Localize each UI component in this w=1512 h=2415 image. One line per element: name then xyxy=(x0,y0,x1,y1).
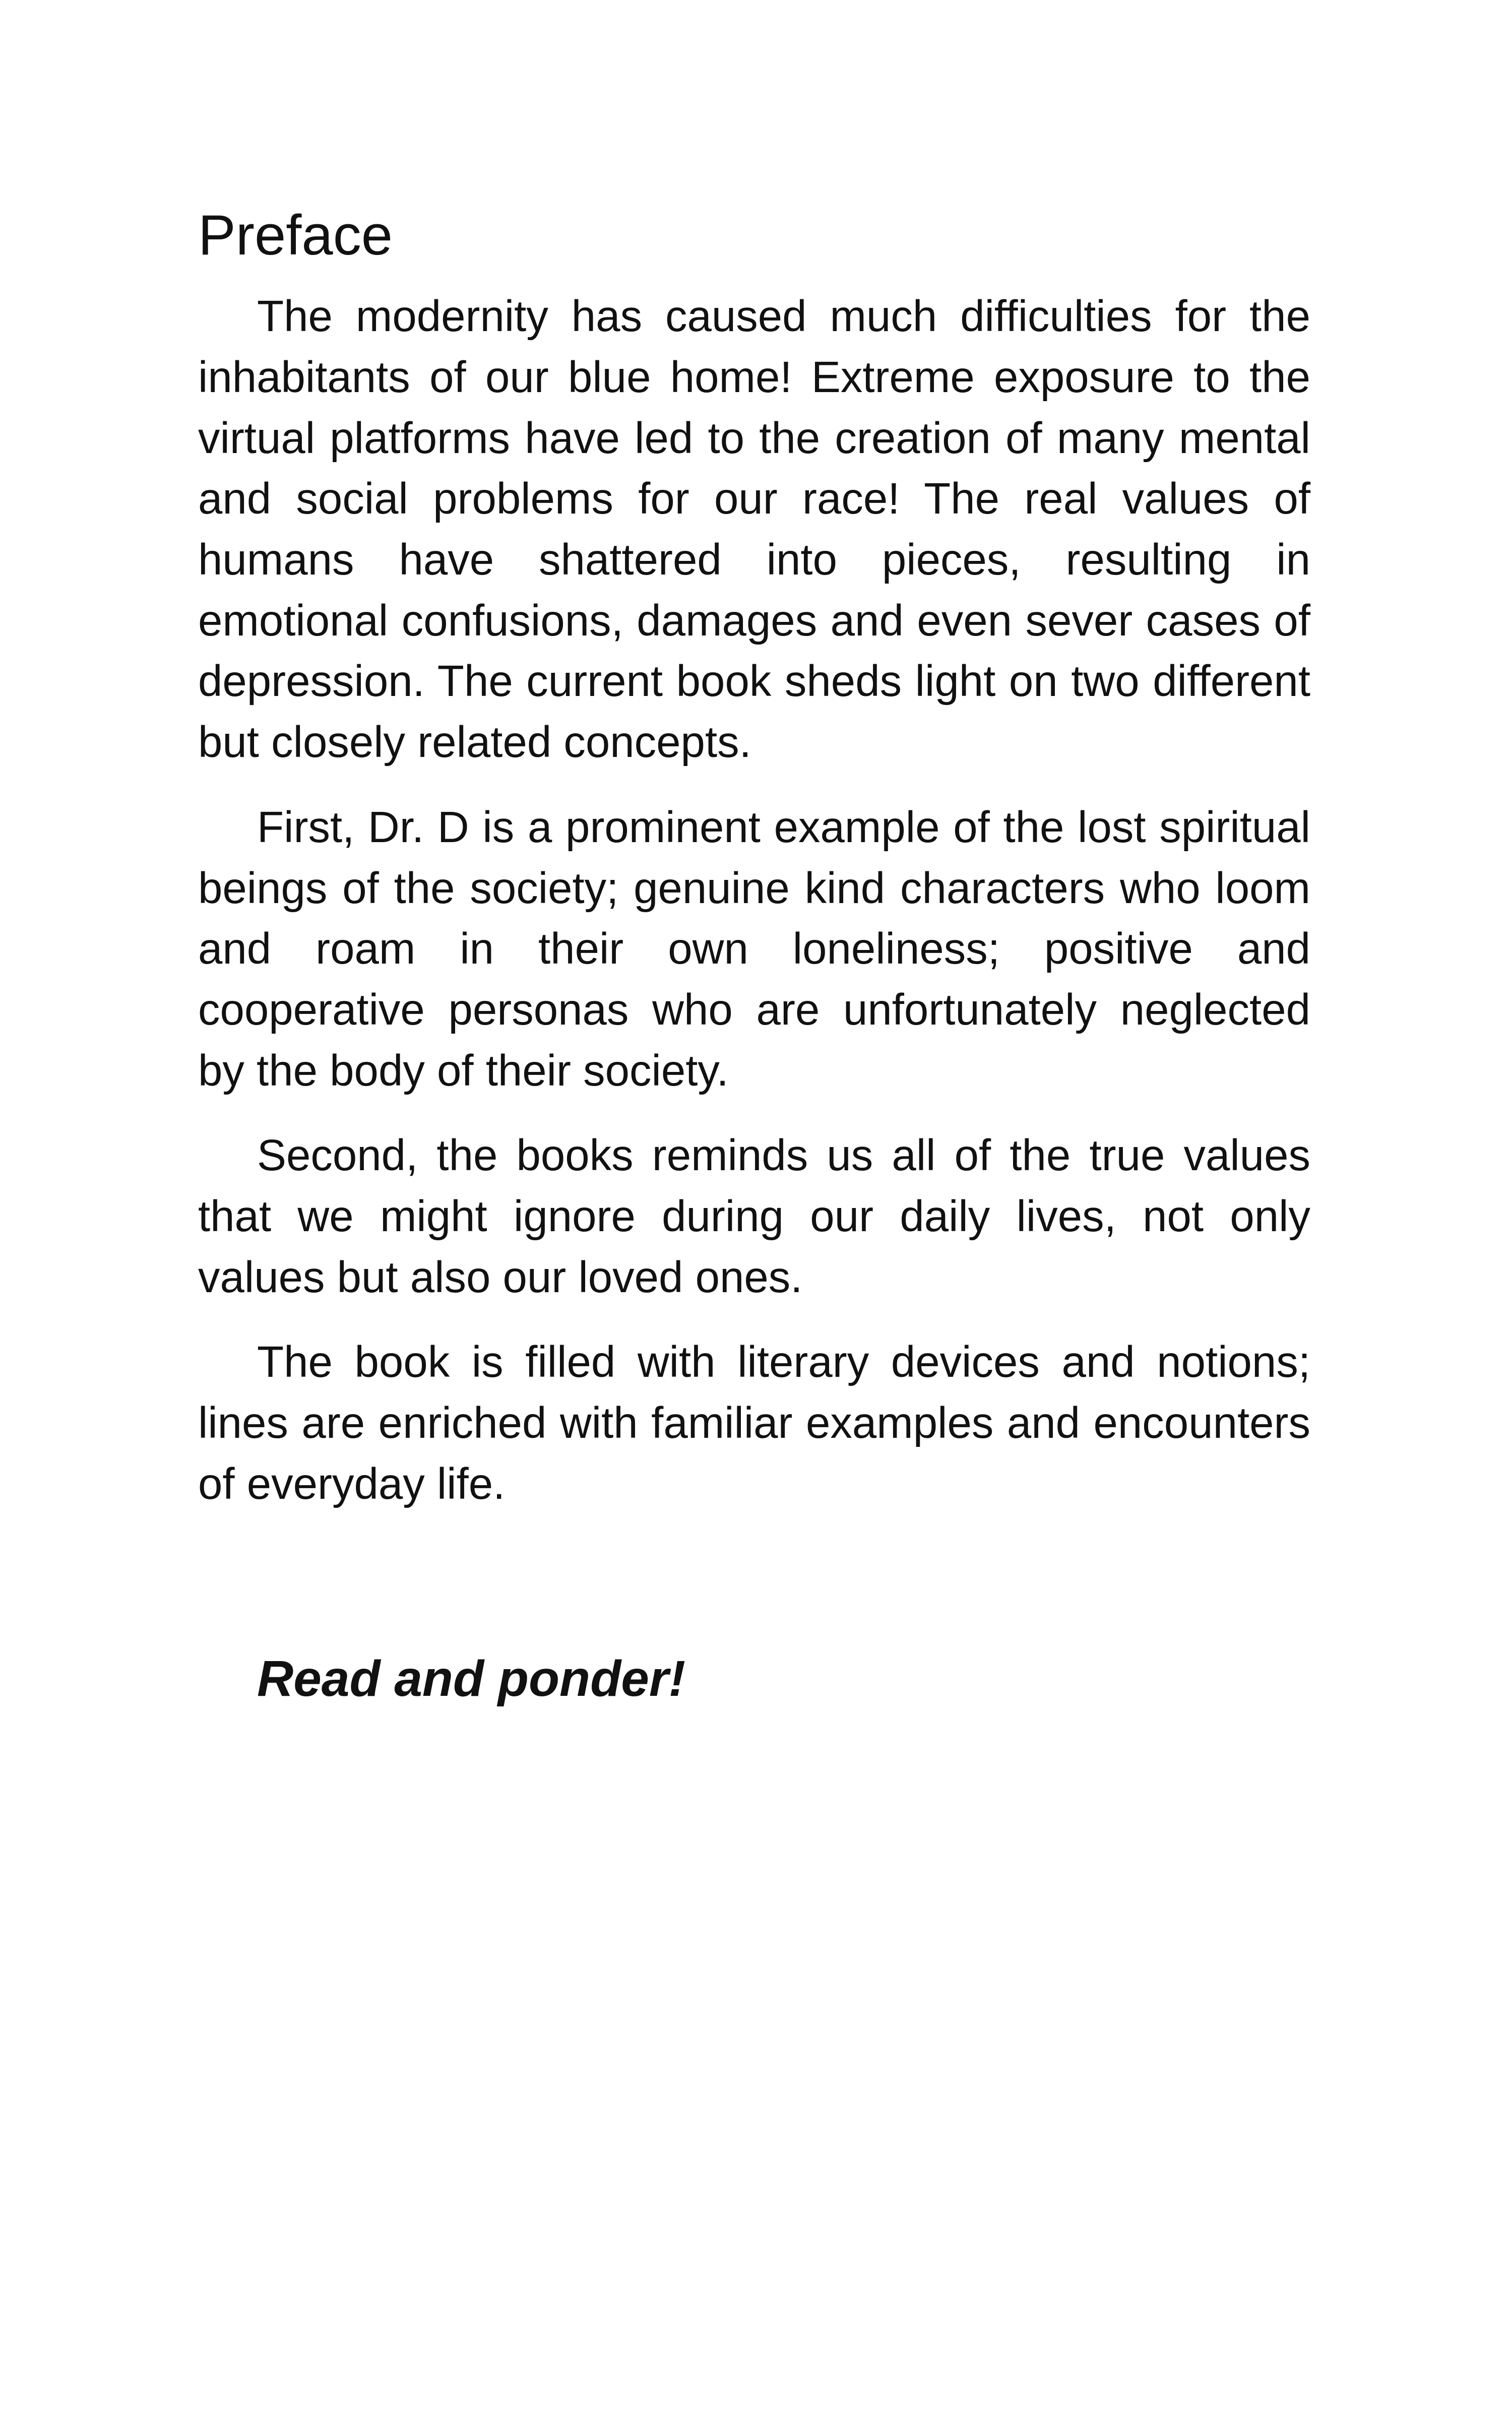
closing-line: Read and ponder! xyxy=(257,1650,686,1707)
paragraph-3: Second, the books reminds us all of the true values that we might ignore during our daily lives, not only values but also our loved ones. xyxy=(198,1131,1310,1302)
preface-page xyxy=(198,204,1310,1706)
paragraph-4: The book is filled with literary devices and notions; lines are enriched with familiar examples and encounters of everyday life. xyxy=(198,1338,1310,1508)
paragraph-1: The modernity has caused much difficulties for the inhabitants of our blue home! Extreme exposure to the virtual platforms have led to the creation of many mental and social problems for our race! The real values of humans have shattered into pieces, resulting in emotional confusions, damages and even sever cases of depression. The current book sheds light on two different but closely related concepts. xyxy=(198,292,1310,767)
paragraph-2: First, Dr. D is a prominent example of the lost spiritual beings of the society; genuine kind characters who loom and roam in their own loneliness; positive and cooperative personas who are unfortunately neglected by the body of their society. xyxy=(198,802,1310,1095)
page-title: Preface xyxy=(198,204,393,267)
